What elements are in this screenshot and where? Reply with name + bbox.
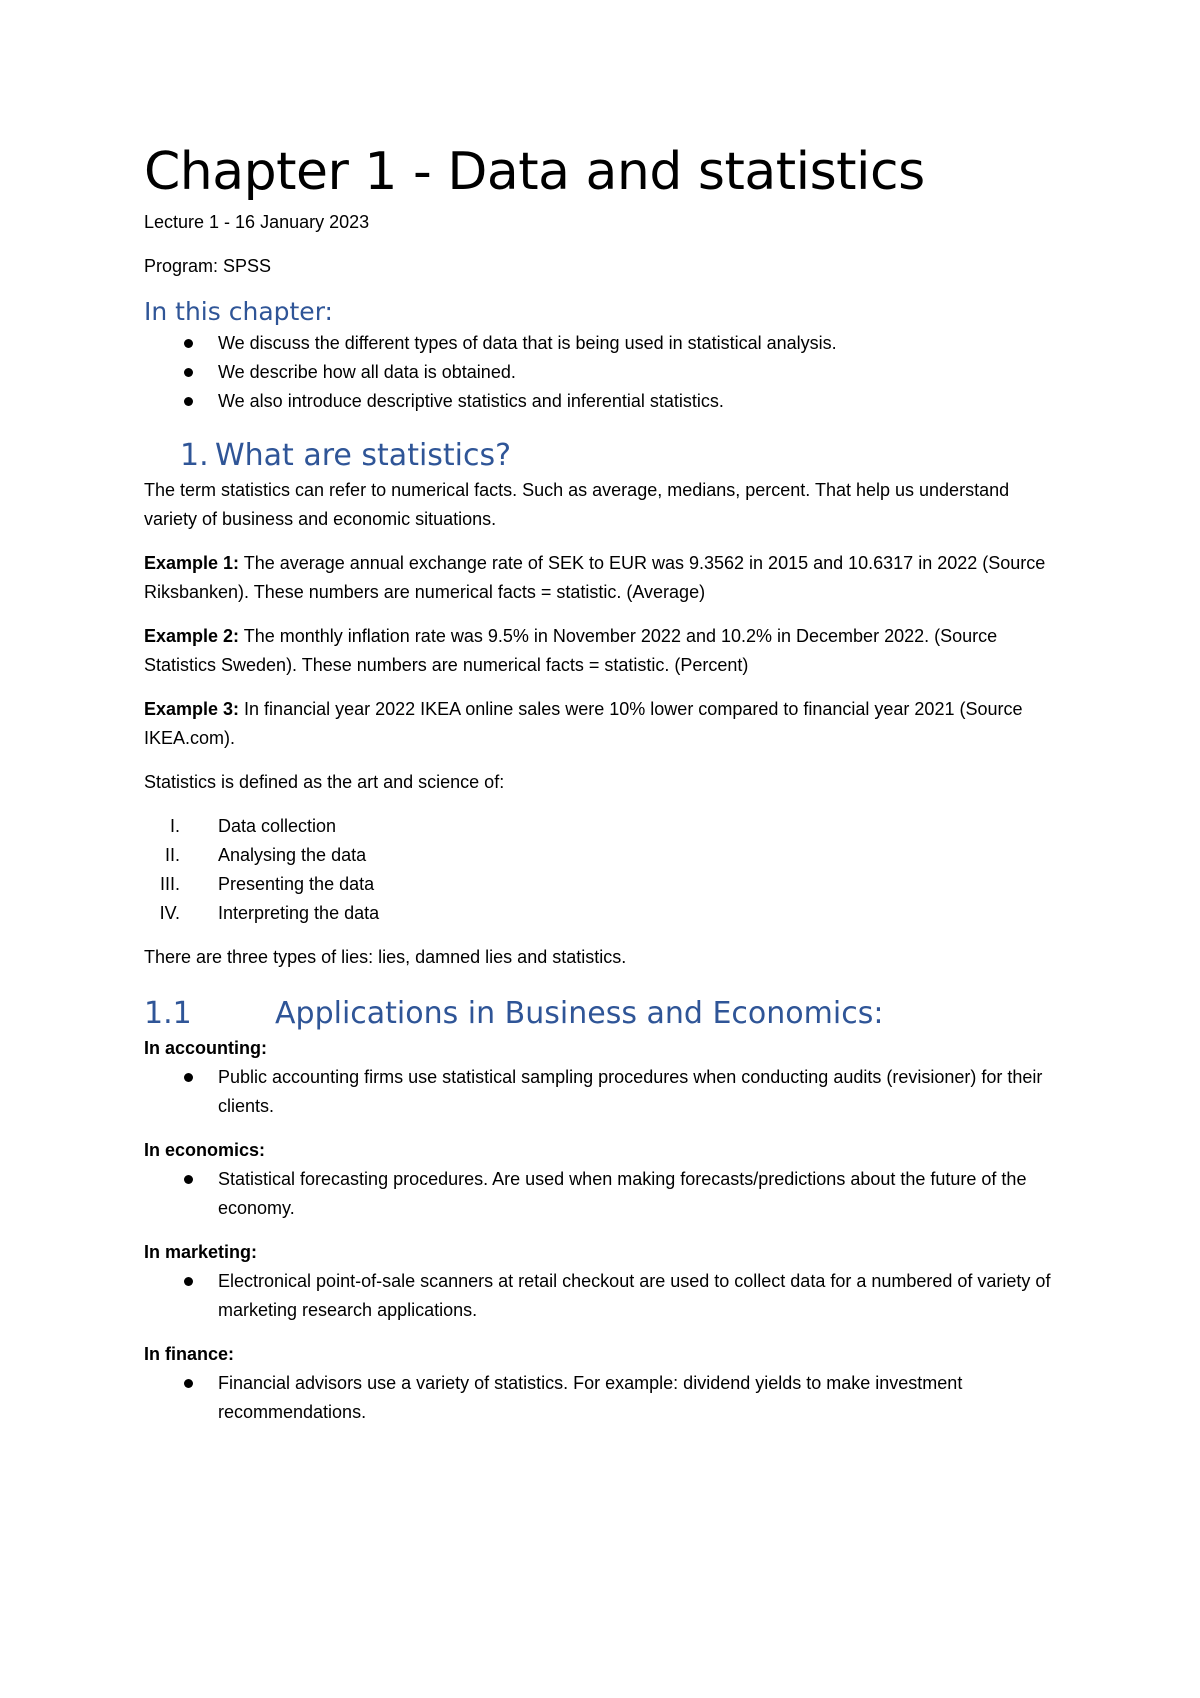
definition-list	[144, 812, 1064, 928]
intro-heading: In this chapter:	[144, 297, 333, 326]
program-line: Program: SPSS	[144, 256, 272, 276]
section-1-number: 1.	[180, 438, 209, 473]
list-item: Statistical forecasting procedures. Are used when making forecasts/predictions about the future of the economy.	[144, 1165, 1064, 1223]
intro-bullet-list	[144, 329, 1064, 416]
document-page	[144, 140, 1064, 1427]
list-item: Public accounting firms use statistical sampling procedures when conducting audits (revisioner) for their clients.	[144, 1063, 1064, 1121]
list-item: I. Data collection	[169, 816, 337, 836]
bullet-icon	[184, 397, 193, 406]
list-item: II. Analysing the data	[164, 845, 367, 865]
list-item: Financial advisors use a variety of statistics. For example: dividend yields to make investment recommendations.	[144, 1369, 1064, 1427]
marketing-bullet-list	[144, 1267, 1064, 1325]
field-label-accounting: In accounting:	[144, 1038, 267, 1058]
bullet-icon	[184, 339, 193, 348]
finance-bullet-list	[144, 1369, 1064, 1427]
lecture-line: Lecture 1 - 16 January 2023	[144, 212, 370, 232]
section-1-heading	[144, 436, 1064, 476]
list-item: IV. Interpreting the data	[159, 903, 380, 923]
accounting-bullet-list	[144, 1063, 1064, 1121]
bullet-icon	[184, 368, 193, 377]
bullet-icon	[184, 1379, 193, 1388]
section-1-paragraph: The term statistics can refer to numerical facts. Such as average, medians, percent. That help us understand variety of business and economic situations.	[144, 480, 1010, 529]
quote-line: There are three types of lies: lies, damned lies and statistics.	[144, 947, 627, 967]
section-1-title: What are statistics?	[215, 438, 512, 473]
list-item: We discuss the different types of data that is being used in statistical analysis.	[144, 329, 1064, 358]
example-2: Example 2: The monthly inflation rate was 9.5% in November 2022 and 10.2% in December 2022. (Source Statistics Sweden). These numbers are numerical facts = statistic. (Percent)	[144, 626, 998, 675]
list-item: We also introduce descriptive statistics and inferential statistics.	[144, 387, 1064, 416]
definition-line: Statistics is defined as the art and science of:	[144, 772, 505, 792]
chapter-title: Chapter 1 - Data and statistics	[144, 142, 925, 202]
field-label-finance: In finance:	[144, 1344, 235, 1364]
list-item: III. Presenting the data	[159, 874, 375, 894]
bullet-icon	[184, 1073, 193, 1082]
bullet-icon	[184, 1175, 193, 1184]
section-1-1-number: 1.1	[144, 996, 192, 1031]
field-label-economics: In economics:	[144, 1140, 266, 1160]
list-item: Electronical point-of-sale scanners at retail checkout are used to collect data for a numbered of variety of marketing research applications.	[144, 1267, 1064, 1325]
bullet-icon	[184, 1277, 193, 1286]
section-1-1-title: Applications in Business and Economics:	[275, 996, 884, 1031]
example-3: Example 3: In financial year 2022 IKEA online sales were 10% lower compared to financial year 2021 (Source IKEA.com).	[144, 699, 1023, 748]
economics-bullet-list	[144, 1165, 1064, 1223]
field-label-marketing: In marketing:	[144, 1242, 258, 1262]
list-item: We describe how all data is obtained.	[144, 358, 1064, 387]
example-1: Example 1: The average annual exchange rate of SEK to EUR was 9.3562 in 2015 and 10.6317 in 2022 (Source Riksbanken). These numbers are numerical facts = statistic. (Average)	[144, 553, 1046, 602]
section-1-1-heading	[144, 994, 1064, 1034]
